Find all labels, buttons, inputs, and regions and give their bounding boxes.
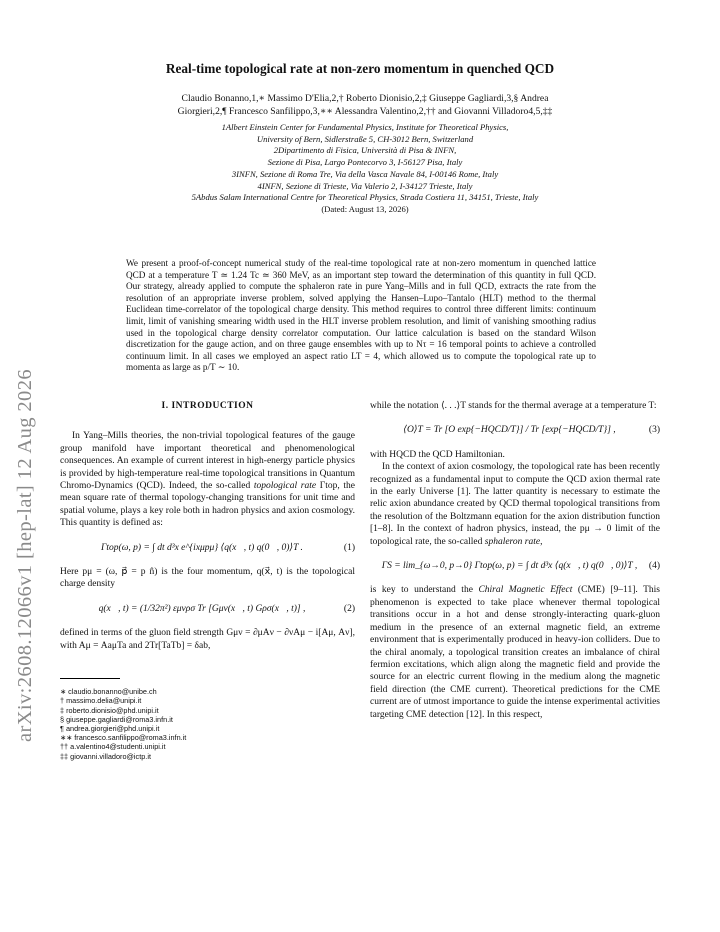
arxiv-identifier-stamp: arXiv:2608.12066v1 [hep-lat] 12 Aug 2026	[14, 369, 36, 742]
equation-4: ΓS = lim_{ω→0, p→0} Γtop(ω, p) = ∫ dt d³x ⟨q(x⃗, t) q(0⃗, 0)⟩T , (4)	[381, 561, 660, 572]
left-column	[60, 400, 355, 761]
author-line: Giorgieri,2,¶ Francesco Sanfilippo,3,∗∗ Alessandra Valentino,2,†† and Giovanni Villadoro4,5,‡‡	[177, 106, 553, 117]
affiliation-line: 2Dipartimento di Fisica, Università di Pisa & INFN,	[273, 145, 457, 156]
affiliation-line: University of Bern, Sidlerstraße 5, CH-3012 Bern, Switzerland	[256, 133, 474, 144]
affiliation-line: 3INFN, Sezione di Roma Tre, Via della Vasca Navale 84, I-00146 Rome, Italy	[231, 168, 499, 179]
footnote-email[interactable]: ‡ roberto.dionisio@phd.unipi.it	[60, 705, 159, 715]
equation-1: Γtop(ω, p) = ∫ dt d³x e^{ixμpμ} ⟨q(x⃗, t) q(0⃗, 0)⟩T . (1)	[100, 542, 355, 553]
author-line: Claudio Bonanno,1,∗ Massimo D'Elia,2,† Roberto Dionisio,2,‡ Giuseppe Gagliardi,3,§ Andrea	[181, 93, 549, 104]
paragraph: Here pμ = (ω, p⃗ = p n̂) is the four momentum, q(x⃗, t) is the topological charge density	[60, 567, 355, 590]
date-line: (Dated: August 13, 2026)	[321, 203, 409, 214]
footnote-email[interactable]: † massimo.delia@unipi.it	[60, 696, 142, 706]
footnote-rule	[60, 678, 120, 679]
paragraph: with HQCD the QCD Hamiltonian.	[370, 449, 505, 460]
section-heading: I. INTRODUCTION	[161, 401, 254, 411]
footnote-email[interactable]: ¶ andrea.giorgieri@phd.unipi.it	[60, 723, 160, 733]
equation-3: ⟨O⟩T = Tr [O exp{−HQCD/T}] / Tr [exp{−HQCD/T}] , (3)	[403, 425, 660, 436]
footnote-email[interactable]: ‡‡ giovanni.villadoro@ictp.it	[60, 751, 151, 761]
affiliation-line: Sezione di Pisa, Largo Pontecorvo 3, I-56127 Pisa, Italy	[267, 157, 463, 168]
abstract: We present a proof-of-concept numerical study of the real-time topological rate at non-zero momentum in quenched lattice QCD at a temperature T ≃ 1.24 Tc ≃ 360 MeV, as an important step toward the determination of this quantity in full QCD. Our strategy, already applied to compute the sphaleron rate in pure Yang–Mills and in full QCD, extracts the rate from the resolution of an appropriate inverse problem, solved applying the Hansen–Lupo–Tantalo (HLT) method to the thermal Euclidean time-correlator of the topological charge density. This method requires to control three different limits: continuum limit, limit of vanishing smearing width used in the HLT inverse problem resolution, and limit of vanishing smoothing radius used in the topological charge density correlator computation. Our lattice calculation is based on the standard Wilson discretization for the gauge action, and on three gauge ensembles with up to Nτ = 16 temporal points to achieve a controlled continuum limit. In all cases we employed an aspect ratio LT = 4, which allowed us to compute the topological rate up to momenta as large as p/T ∼ 10.	[126, 258, 596, 373]
affiliation-line: 1Albert Einstein Center for Fundamental Physics, Institute for Theoretical Physics,	[221, 122, 509, 132]
affiliation-line: 5Abdus Salam International Centre for Theoretical Physics, Strada Costiera 11, 34151, Trieste, Italy	[191, 192, 539, 203]
author-list	[100, 92, 630, 118]
footnote-email[interactable]: ∗∗ francesco.sanfilippo@roma3.infn.it	[60, 733, 187, 743]
affiliations	[100, 122, 630, 216]
equation-2: q(x⃗, t) = (1/32π²) εμνρσ Tr [Gμν(x⃗, t) Gρσ(x⃗, t)] , (2)	[98, 603, 355, 614]
footnote-email[interactable]: †† a.valentino4@studenti.unipi.it	[60, 742, 166, 752]
footnotes	[60, 687, 355, 761]
paragraph: In the context of axion cosmology, the topological rate has been recently recognized as a fundamental input to compute the QCD axion thermal rate in the early Universe [1]. The latter quantity is necessary to estimate the relic axion abundance created by QCD thermal topological transitions from the resolution of the Boltzmann equation for the axion distribution function [1–8]. In the context of hadron physics, instead, the pμ → 0 limit of the topological rate, the so-called sphaleron rate,	[370, 462, 660, 547]
paper-title: Real-time topological rate at non-zero momentum in quenched QCD	[165, 61, 555, 76]
right-column	[370, 400, 660, 721]
affiliation-line: 4INFN, Sezione di Trieste, Via Valerio 2, I-34127 Trieste, Italy	[257, 180, 473, 191]
paragraph: In Yang–Mills theories, the non-trivial topological features of the gauge group manifold have important theoretical and phenomenological consequences. An example of current interest in high-energy particle physics is provided by high-temperature real-time topological transitions in Quantum Chromo-Dynamics (QCD). Indeed, the so-called topological rate Γtop, the mean square rate of thermal topology-changing transitions for unit time and spatial volume, plays a key role both in hadron physics and axion cosmology. This quantity is defined as:	[60, 431, 355, 529]
paragraph: while the notation ⟨. . .⟩T stands for the thermal average at a temperature T:	[370, 401, 657, 411]
footnote-email[interactable]: ∗ claudio.bonanno@unibe.ch	[60, 687, 157, 697]
paragraph: defined in terms of the gluon field strength Gμν = ∂μAν − ∂νAμ − i[Aμ, Aν], with Aμ = AaμTa and 2Tr[TaTb] = δab,	[60, 628, 355, 651]
footnote-email[interactable]: § giuseppe.gagliardi@roma3.infn.it	[60, 714, 173, 724]
paragraph: is key to understand the Chiral Magnetic Effect (CME) [9–11]. This phenomenon is expected to take place whenever thermal topological transitions occur in a hot and dense strongly-interacting quark-gluon medium in the presence of an external magnetic field, an extreme environment that is experimentally produced in heavy-ion colliders. Due to the chiral anomaly, a topological transition creates an imbalance of chiral fermion excitations, which align along the magnetic field and provide the source for an electric current flowing in the medium along the magnetic field direction (the CME current). Theoretical predictions for the CME current are of utmost importance to guide the intense experimental activities targeting CME detection [12]. In this respect,	[370, 585, 661, 720]
